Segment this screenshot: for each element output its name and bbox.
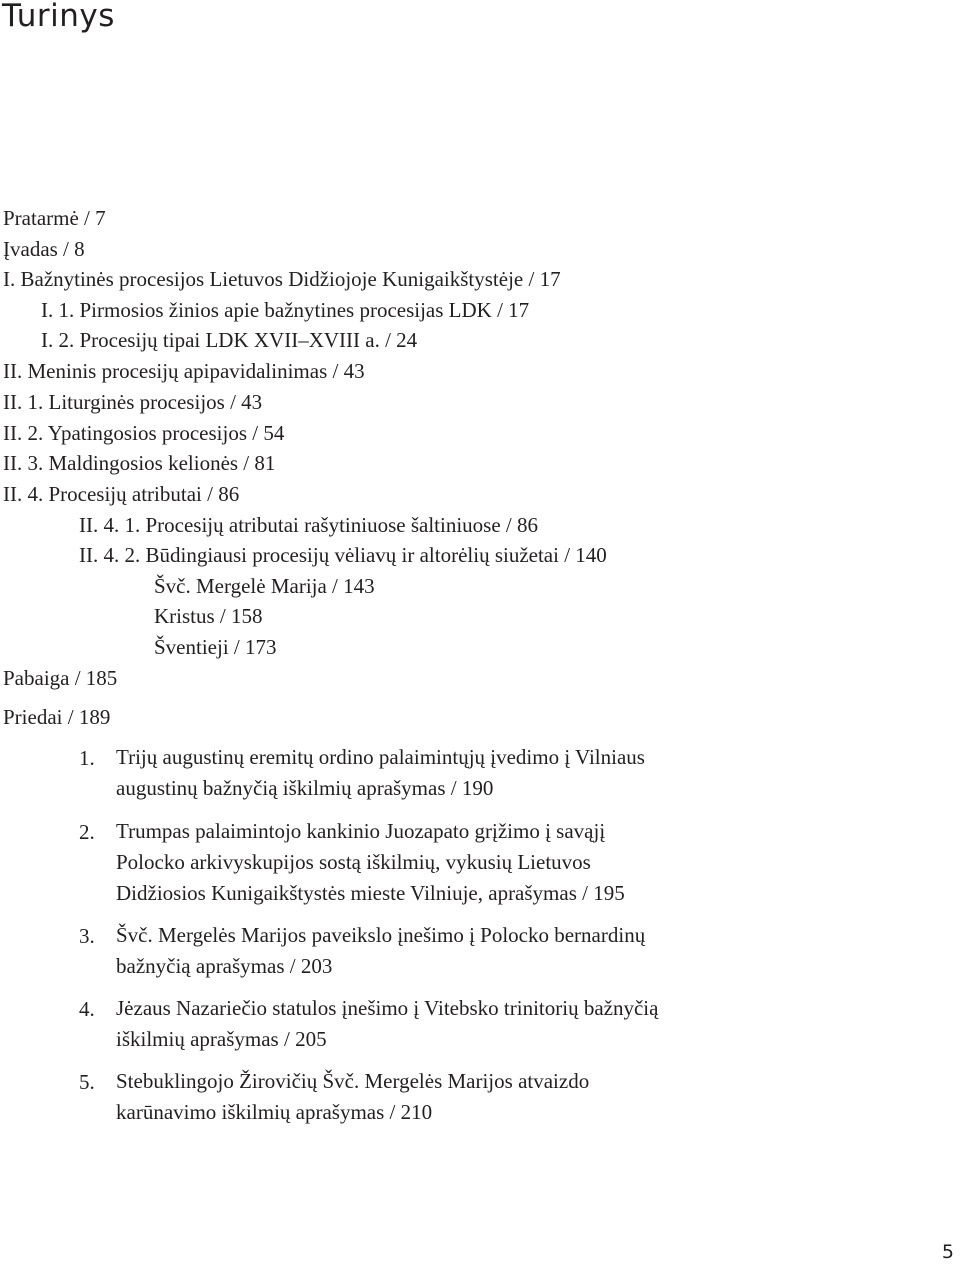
appendix-text-line: augustinų bažnyčią iškilmių aprašymas / 190 [116, 776, 494, 800]
appendix-number: 2. [79, 820, 95, 844]
toc-entry-introduction: Įvadas / 8 [3, 237, 85, 261]
toc-entry-chapter-2-4-1: II. 4. 1. Procesijų atributai rašytiniuose šaltiniuose / 86 [79, 513, 539, 537]
toc-entry-chapter-2-1: II. 1. Liturginės procesijos / 43 [3, 390, 263, 414]
appendix-text-line: Polocko arkivyskupijos sostą iškilmių, vykusių Lietuvos [116, 850, 591, 874]
toc-entry-conclusion: Pabaiga / 185 [3, 666, 118, 690]
page-number: 5 [941, 1241, 954, 1263]
appendix-text-line: Didžiosios Kunigaikštystės mieste Vilniuje, aprašymas / 195 [116, 881, 625, 905]
appendix-text-line: Trumpas palaimintojo kankinio Juozapato grįžimo į savąjį [116, 819, 606, 843]
appendix-text-line: Jėzaus Nazariečio statulos įnešimo į Vitebsko trinitorių bažnyčią [116, 996, 659, 1020]
appendix-text-line: Stebuklingojo Žirovičių Švč. Mergelės Marijos atvaizdo [116, 1069, 590, 1093]
toc-entry-saints: Šventieji / 173 [154, 635, 277, 659]
appendix-text-line: iškilmių aprašymas / 205 [116, 1027, 327, 1051]
toc-entry-chapter-1-2: I. 2. Procesijų tipai LDK XVII–XVIII a. / 24 [41, 328, 418, 352]
toc-entry-appendices: Priedai / 189 [3, 705, 111, 729]
appendix-text-line: karūnavimo iškilmių aprašymas / 210 [116, 1100, 433, 1124]
appendix-number: 3. [79, 924, 95, 948]
toc-entry-christ: Kristus / 158 [154, 604, 263, 628]
page-title: Turinys [2, 0, 115, 34]
appendix-text-line: bažnyčią aprašymas / 203 [116, 954, 333, 978]
toc-entry-chapter-2-4: II. 4. Procesijų atributai / 86 [3, 482, 240, 506]
appendix-number: 4. [79, 997, 95, 1021]
toc-entry-chapter-2-4-2: II. 4. 2. Būdingiausi procesijų vėliavų ir altorėlių siužetai / 140 [79, 543, 607, 567]
toc-entry-virgin-mary: Švč. Mergelė Marija / 143 [154, 574, 375, 598]
appendix-number: 1. [79, 746, 95, 770]
toc-entry-chapter-2: II. Meninis procesijų apipavidalinimas / 43 [3, 359, 365, 383]
appendix-text-line: Trijų augustinų eremitų ordino palaimintųjų įvedimo į Vilniaus [116, 745, 645, 769]
appendix-number: 5. [79, 1070, 95, 1094]
toc-entry-chapter-1-1: I. 1. Pirmosios žinios apie bažnytines procesijas LDK / 17 [41, 298, 530, 322]
toc-entry-chapter-1: I. Bažnytinės procesijos Lietuvos Didžiojoje Kunigaikštystėje / 17 [3, 267, 561, 291]
appendix-text-line: Švč. Mergelės Marijos paveikslo įnešimo į Polocko bernardinų [116, 923, 646, 947]
toc-entry-chapter-2-3: II. 3. Maldingosios kelionės / 81 [3, 451, 276, 475]
toc-entry-preface: Pratarmė / 7 [3, 206, 106, 230]
toc-entry-chapter-2-2: II. 2. Ypatingosios procesijos / 54 [3, 421, 285, 445]
